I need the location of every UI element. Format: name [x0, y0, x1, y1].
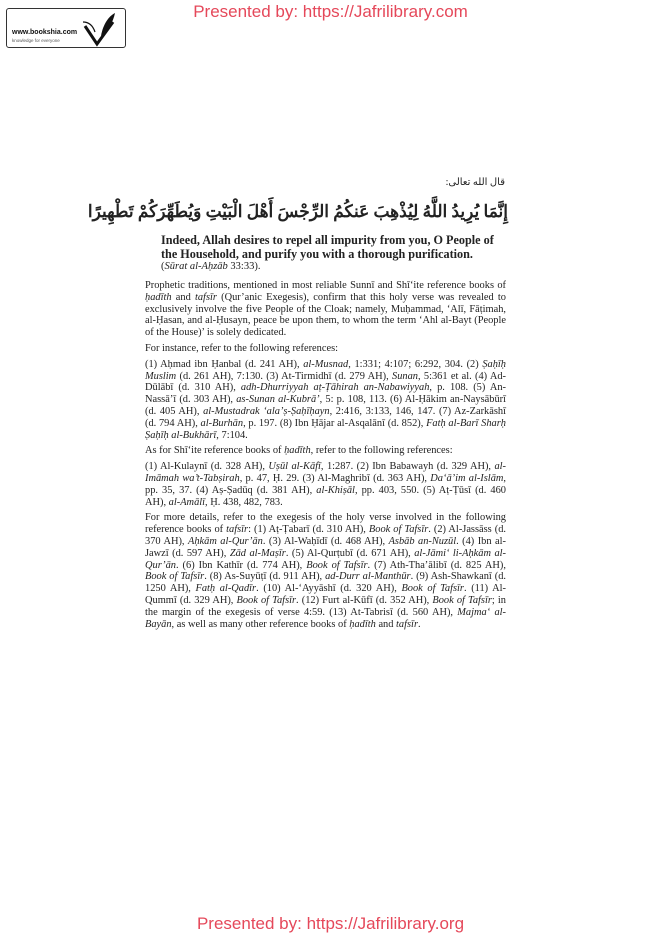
text-run: (1) Al-Kulaynī (d. 328 AH),	[145, 461, 269, 473]
italic-title: al-Imāmah wa’t-Tabṣirah	[145, 461, 506, 484]
text-run: , pp. 35, 37. (4) Aṣ-Ṣadūq (d. 381 AH),	[145, 472, 507, 496]
text-run: (Qur’anic Exegesis), confirm that this holy verse was revealed to exclusively involve the five People of the Cloak; namely, Muḥammad, ‘Alī, Fāṭimah, al-Ḥasan, and al-Ḥusayn, peace be upon them, to whom the term ‘Ahl al-Bayt (People of the House)’ is solely dedicated.	[145, 291, 506, 339]
italic-title: ḥadīth	[145, 291, 172, 303]
arabic-intro: قال الله تعالى:	[445, 177, 505, 188]
text-run: : (1) Aṭ-Ṭabarī (d. 310 AH),	[248, 524, 369, 536]
italic-title: Aḥkām al-Qur’ān	[187, 535, 263, 547]
logo-url: www.bookshia.com	[12, 29, 78, 36]
italic-title: ad-Durr al-Manthūr	[325, 571, 411, 583]
text-run: . (6) Ibn Kathīr (d. 774 AH),	[175, 559, 307, 571]
text-run: , 5: p. 108, 113. (6) Al-Ḥākim an-Naysābūrī (d. 405 AH),	[145, 394, 506, 417]
paragraph	[145, 512, 506, 630]
paragraph	[145, 445, 506, 457]
text-run: ; in the margin of the exegesis of verse 4:59. (13) At-Tabrisī (d. 560 AH),	[145, 594, 506, 618]
bookshia-logo[interactable]	[6, 8, 126, 48]
text-run: , as well as many other reference books of	[171, 618, 350, 630]
text-run: , p. 47, Ḥ. 29. (3) Al-Maghribī (d. 363 AH),	[239, 472, 431, 484]
text-run: and	[171, 291, 195, 303]
text-run: For instance, refer to the following references:	[145, 342, 339, 354]
text-run: . (10) Al-‘Ayyāshī (d. 320 AH),	[256, 583, 402, 595]
italic-title: Book of Tafsīr	[306, 559, 368, 571]
text-run: , refer to the following references:	[310, 445, 453, 457]
verse-translation: Indeed, Allah desires to repel all impurity from you, O People of the Household, and purify you with a thorough purification.	[161, 233, 494, 261]
italic-title: adh-Dhurriyyah aṭ-Ṭāhirah an-Nabawiyyah	[240, 382, 430, 394]
text-run: . (3) Al-Waḥīdī (d. 468 AH),	[262, 535, 389, 547]
footnote-body	[145, 280, 506, 634]
italic-title: Ṣaḥīḥ Muslim	[145, 358, 506, 382]
italic-title: al-Jāmi‘ li-Aḥkām al-Qur’ān	[145, 547, 506, 571]
italic-title: Sunan	[392, 370, 418, 382]
text-run: . (7) Ath-Tha’ālibī (d. 825 AH),	[367, 559, 506, 571]
text-run: , p. 197. (8) Ibn Ḥājar al-Asqalānī (d. 852),	[243, 417, 427, 429]
text-run: , 1:287. (2) Ibn Babawayh (d. 329 AH),	[320, 461, 495, 473]
italic-title: al-Burhān	[200, 417, 244, 429]
italic-title: Fatḥ al-Qadīr	[195, 583, 257, 595]
citation-open: (	[161, 261, 165, 272]
text-run: , pp. 403, 550. (5) Aṭ-Ṭūsī (d. 460 AH),	[145, 484, 506, 508]
italic-title: tafsīr	[226, 524, 249, 536]
text-run: , 2:416, 3:133, 146, 147. (7) Az-Zarkāshī (d. 794 AH),	[145, 405, 506, 429]
text-run: As for Shī‘ite reference books of	[145, 445, 285, 457]
italic-title: al-Mustadrak ‘ala’ṣ-Ṣaḥīḥayn	[203, 405, 330, 417]
logo-tagline: knowledge for everyone	[12, 38, 60, 43]
italic-title: Fatḥ al-Barī Sharḥ Ṣaḥīḥ al-Bukhārī	[145, 417, 506, 441]
italic-title: Book of Tafsīr	[236, 594, 297, 606]
verse-citation	[161, 261, 260, 272]
text-run: For more details, refer to the exegesis of the holy verse involved in the following reference books of	[145, 512, 506, 536]
italic-title: as-Sunan al-Kubrā’	[236, 394, 320, 406]
italic-title: tafsīr	[396, 618, 418, 630]
text-run: , Ḥ. 438, 482, 783.	[205, 496, 283, 508]
italic-title: Book of Tafsīr	[368, 524, 429, 536]
text-run: . (2) Al-Jassāss (d. 370 AH),	[145, 524, 506, 547]
text-run: . (9) Ash-Shawkanī (d. 1250 AH),	[145, 571, 506, 595]
quill-book-icon	[79, 12, 119, 48]
text-run: , 1:331; 4:107; 6:292, 304. (2)	[348, 358, 483, 370]
paragraph	[145, 280, 506, 339]
text-run: . (11) Al-Qummī (d. 329 AH),	[145, 583, 507, 606]
italic-title: Book of Tafsīr	[145, 571, 205, 583]
text-run: . (4) Ibn al-Jawzī (d. 597 AH),	[145, 535, 506, 559]
quran-verse-arabic: إِنَّمَا يُرِيدُ اللَّهُ لِيُذْهِبَ عَنكُمُ الرِّجْسَ أَهْلَ الْبَيْتِ وَيُطَهِّرَكُمْ تَطْهِيرًا	[87, 202, 508, 221]
italic-title: Book of Tafsīr	[432, 594, 492, 606]
text-run: , 5:361 et al. (4) Ad-Dūlābī (d. 310 AH),	[145, 370, 506, 394]
citation-source: Sūrat al-Aḥzāb	[164, 261, 228, 272]
italic-title: Uṣūl al-Kāfī	[268, 461, 321, 473]
text-run: (d. 261 AH), 7:130. (3) At-Tirmidhī (d. 279 AH),	[176, 370, 392, 382]
citation-rest: 33:33).	[227, 261, 261, 272]
italic-title: al-Khiṣāl	[316, 484, 355, 496]
watermark-top-link[interactable]: Presented by: https://Jafrilibrary.com	[193, 2, 468, 21]
text-run: . (5) Al-Qurṭubī (d. 671 AH),	[285, 547, 415, 559]
italic-title: Book of Tafsīr	[401, 583, 464, 595]
paragraph	[145, 343, 506, 355]
watermark-bottom-link[interactable]: Presented by: https://Jafrilibrary.org	[196, 914, 465, 933]
italic-title: Majma‘ al-Bayān	[145, 606, 506, 630]
text-run: (1) Aḥmad ibn Ḥanbal (d. 241 AH),	[145, 358, 304, 370]
italic-title: Zād al-Maṣīr	[229, 547, 286, 559]
text-run: . (12) Furt al-Kūfī (d. 352 AH),	[296, 594, 433, 606]
italic-title: Asbāb an-Nuzūl	[388, 535, 457, 547]
italic-title: al-Musnad	[303, 358, 349, 370]
text-run: Prophetic traditions, mentioned in most reliable Sunnī and Shī‘ite reference books of	[145, 280, 506, 291]
italic-title: ḥadīth	[349, 618, 376, 630]
text-run: , 7:104.	[216, 429, 248, 441]
text-run: and	[375, 618, 397, 630]
italic-title: tafsīr	[194, 291, 217, 303]
text-run: . (8) As-Suyūṭī (d. 911 AH),	[204, 571, 326, 583]
italic-title: Da‘ā’im al-Islām	[430, 472, 504, 484]
paragraph	[145, 359, 506, 442]
text-run: .	[418, 618, 421, 630]
italic-title: al-Amālī	[168, 496, 206, 508]
paragraph	[145, 461, 506, 508]
text-run: , p. 108. (5) An-Nassā’ī (d. 303 AH),	[145, 382, 506, 406]
italic-title: ḥadīth	[284, 445, 311, 457]
